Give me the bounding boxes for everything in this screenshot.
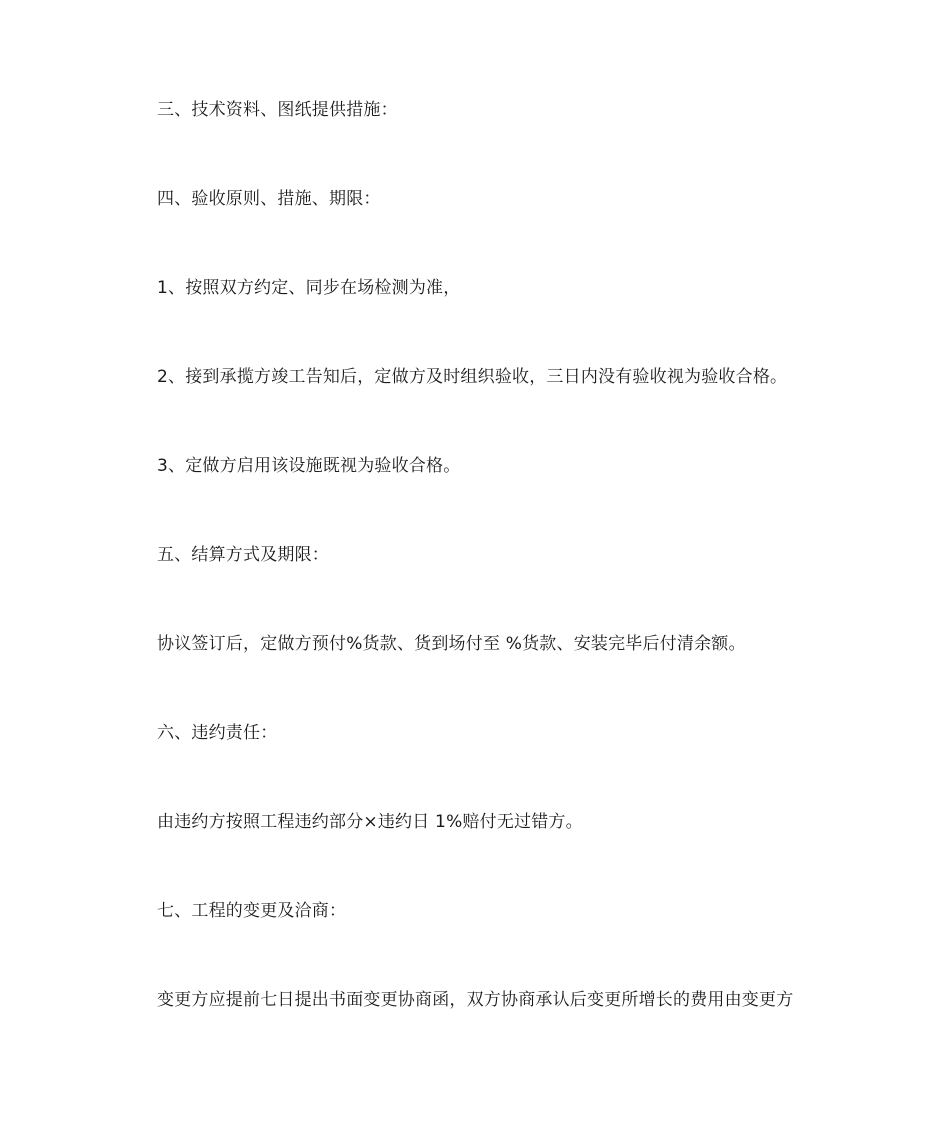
section-heading-technical-materials: 三、技术资料、图纸提供措施： [157,100,398,120]
acceptance-item-1: 1、按照双方约定、同步在场检测为准， [157,278,461,298]
liability-paragraph: 由违约方按照工程违约部分×违约日 1%赔付无过错方。 [157,812,583,832]
settlement-paragraph: 协议签订后，定做方预付%货款、货到场付至 %货款、安装完毕后付清余额。 [157,634,746,654]
section-heading-acceptance: 四、验收原则、措施、期限： [157,189,381,209]
section-heading-changes: 七、工程的变更及洽商： [157,901,347,921]
changes-paragraph: 变更方应提前七日提出书面变更协商函，双方协商承认后变更所增长的费用由变更方 [157,990,794,1010]
acceptance-item-3: 3、定做方启用该设施既视为验收合格。 [157,456,461,476]
section-heading-liability: 六、违约责任： [157,723,278,743]
acceptance-item-2: 2、接到承揽方竣工告知后，定做方及时组织验收，三日内没有验收视为验收合格。 [157,367,788,387]
section-heading-settlement: 五、结算方式及期限： [157,545,329,565]
